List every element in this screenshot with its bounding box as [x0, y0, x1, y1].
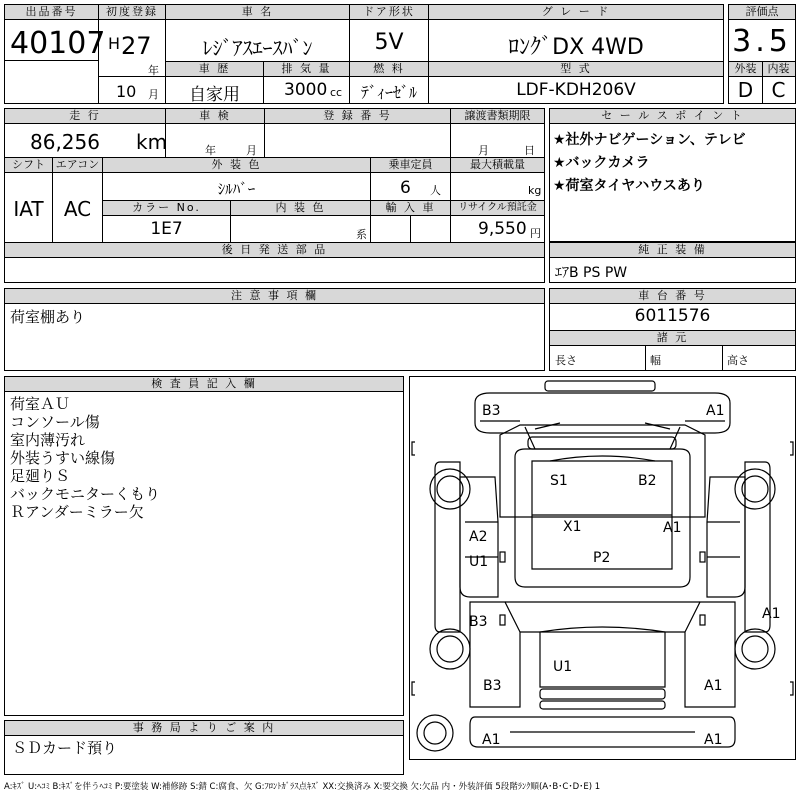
interior-grade-label: 内装 — [762, 62, 795, 77]
grade-label: グ レ ー ド — [429, 5, 723, 20]
damage-mark: X1 — [563, 519, 582, 535]
damage-mark: B3 — [483, 678, 502, 694]
transfer-month-unit: 月 — [478, 144, 489, 157]
sales-points-label: セ ー ル ス ポ イ ン ト — [550, 109, 795, 124]
ac-label: エアコン — [53, 158, 102, 173]
model-label: 型 式 — [429, 62, 723, 77]
history-label: 車 歴 — [166, 62, 263, 77]
damage-mark: S1 — [550, 473, 568, 489]
inspection-label: 車 検 — [166, 109, 264, 124]
fuel: ﾃﾞｨｰｾﾞﾙ — [360, 83, 417, 102]
import-label: 輸 入 車 — [371, 201, 450, 216]
mileage: 86,256 — [30, 130, 100, 154]
shift: IAT — [13, 197, 44, 221]
inspection-year-unit: 年 — [205, 144, 216, 157]
office-note: ＳＤカード預り — [12, 739, 118, 757]
first-reg-label: 初度登録 — [99, 5, 165, 20]
color-label: 外 装 色 — [103, 158, 370, 173]
displacement-unit: cc — [330, 86, 343, 99]
interior-color-unit: 系 — [356, 228, 367, 241]
width-label: 幅 — [650, 354, 661, 367]
recycle-fee: 9,550 — [478, 219, 527, 239]
equipment-label: 純 正 装 備 — [550, 243, 795, 258]
reg-month: 10 — [116, 82, 137, 101]
sales-point-item: ★バックカメラ — [553, 155, 650, 171]
recycle-unit: 円 — [530, 227, 541, 240]
recycle-label: リサイクル預託金 — [451, 201, 544, 216]
exterior-grade: D — [737, 78, 754, 102]
body-color: ｼﾙﾊﾞｰ — [217, 180, 256, 198]
sales-point-item: ★社外ナビゲーション、テレビ — [553, 132, 746, 148]
dims-label: 諸 元 — [550, 331, 795, 346]
capacity: 6 — [400, 178, 411, 198]
fuel-label: 燃 料 — [350, 62, 428, 77]
sales-point-item: ★荷室タイヤハウスあり — [553, 178, 705, 194]
capacity-unit: 人 — [430, 184, 441, 197]
inspector-line: コンソール傷 — [10, 413, 100, 431]
reg-no-label: 登 録 番 号 — [265, 109, 450, 124]
door-label: ドア形状 — [350, 5, 428, 20]
reg-year-unit: 年 — [148, 64, 159, 77]
inspector-line: 室内薄汚れ — [10, 431, 86, 449]
inspector-line: バックモニターくもり — [10, 485, 161, 503]
car-name: ﾚｼﾞｱｽｴｰｽﾊﾞﾝ — [202, 36, 313, 60]
equipment-value: ｴｱB PS PW — [555, 265, 628, 281]
mileage-label: 走 行 — [5, 109, 165, 124]
damage-mark: U1 — [553, 659, 573, 675]
damage-mark: B3 — [482, 403, 501, 419]
legend: A:ｷｽﾞ U:ﾍｺﾐ B:ｷｽﾞを伴うﾍｺﾐ P:要塗装 W:補修跡 S:錆 C:腐食、欠 G:ﾌﾛﾝﾄｶﾞﾗｽ点ｷｽﾞ XX:交換済み X:要交換 欠:欠品 内・外装評価 5段階ﾗﾝｸ順(A･B･C･D･E) 1 — [4, 782, 601, 792]
damage-mark: U1 — [469, 554, 489, 570]
chassis-number: 6011576 — [634, 306, 711, 326]
model-code: LDF-KDH206V — [516, 80, 636, 100]
history: 自家用 — [189, 85, 240, 105]
damage-mark: A1 — [704, 732, 723, 748]
inspection-month-unit: 月 — [246, 144, 257, 157]
load-unit: kg — [528, 184, 542, 197]
reg-month-unit: 月 — [148, 88, 159, 101]
damage-mark: B3 — [469, 614, 488, 630]
door-type: 5V — [374, 30, 404, 55]
car-name-label: 車 名 — [166, 5, 349, 20]
interior-grade: C — [771, 78, 786, 102]
color-no: 1E7 — [150, 219, 183, 239]
score-label: 評価点 — [729, 5, 795, 20]
interior-color-label: 内 装 色 — [231, 201, 370, 216]
score: 3.5 — [732, 24, 792, 59]
displacement-label: 排 気 量 — [264, 62, 349, 77]
grade: ﾛﾝｸﾞDX 4WD — [508, 35, 644, 60]
color-no-label: カラー No. — [103, 201, 230, 216]
displacement: 3000 — [284, 80, 328, 100]
inspector-line: 外装うすい線傷 — [10, 449, 116, 467]
transfer-day-unit: 日 — [524, 144, 535, 157]
inspector-line: 荷室ＡＵ — [10, 395, 71, 413]
exterior-grade-label: 外装 — [729, 62, 762, 77]
car-diagram-svg — [410, 377, 795, 759]
load-label: 最大積載量 — [451, 158, 544, 173]
car-diagram — [409, 376, 796, 760]
inspector-line: 足廻りＳ — [10, 467, 71, 485]
capacity-label: 乗車定員 — [371, 158, 450, 173]
mileage-unit: km — [136, 130, 168, 154]
height-label: 高さ — [727, 354, 749, 367]
shift-label: シフト — [5, 158, 52, 173]
inspector-line: Ｒアンダーミラー欠 — [10, 503, 144, 521]
damage-mark: B2 — [638, 473, 657, 489]
damage-mark: A1 — [762, 606, 781, 622]
reg-year: 27 — [121, 32, 152, 60]
transfer-doc-label: 譲渡書類期限 — [451, 109, 544, 124]
damage-mark: P2 — [593, 550, 611, 566]
damage-mark: A1 — [482, 732, 501, 748]
damage-mark: A1 — [704, 678, 723, 694]
lot-number: 40107 — [10, 26, 106, 61]
chassis-label: 車 台 番 号 — [550, 289, 795, 304]
damage-mark: A1 — [663, 520, 682, 536]
later-parts-label: 後 日 発 送 部 品 — [5, 243, 544, 258]
lot-number-label: 出品番号 — [5, 5, 98, 20]
caution-note: 荷室棚あり — [10, 308, 86, 326]
office-label: 事 務 局 よ り ご 案 内 — [5, 721, 403, 736]
caution-label: 注 意 事 項 欄 — [5, 289, 544, 304]
length-label: 長さ — [555, 354, 577, 367]
inspector-label: 検 査 員 記 入 欄 — [5, 377, 403, 392]
era-letter: H — [108, 34, 121, 53]
ac: AC — [63, 197, 92, 221]
damage-mark: A2 — [469, 529, 488, 545]
damage-mark: A1 — [706, 403, 725, 419]
